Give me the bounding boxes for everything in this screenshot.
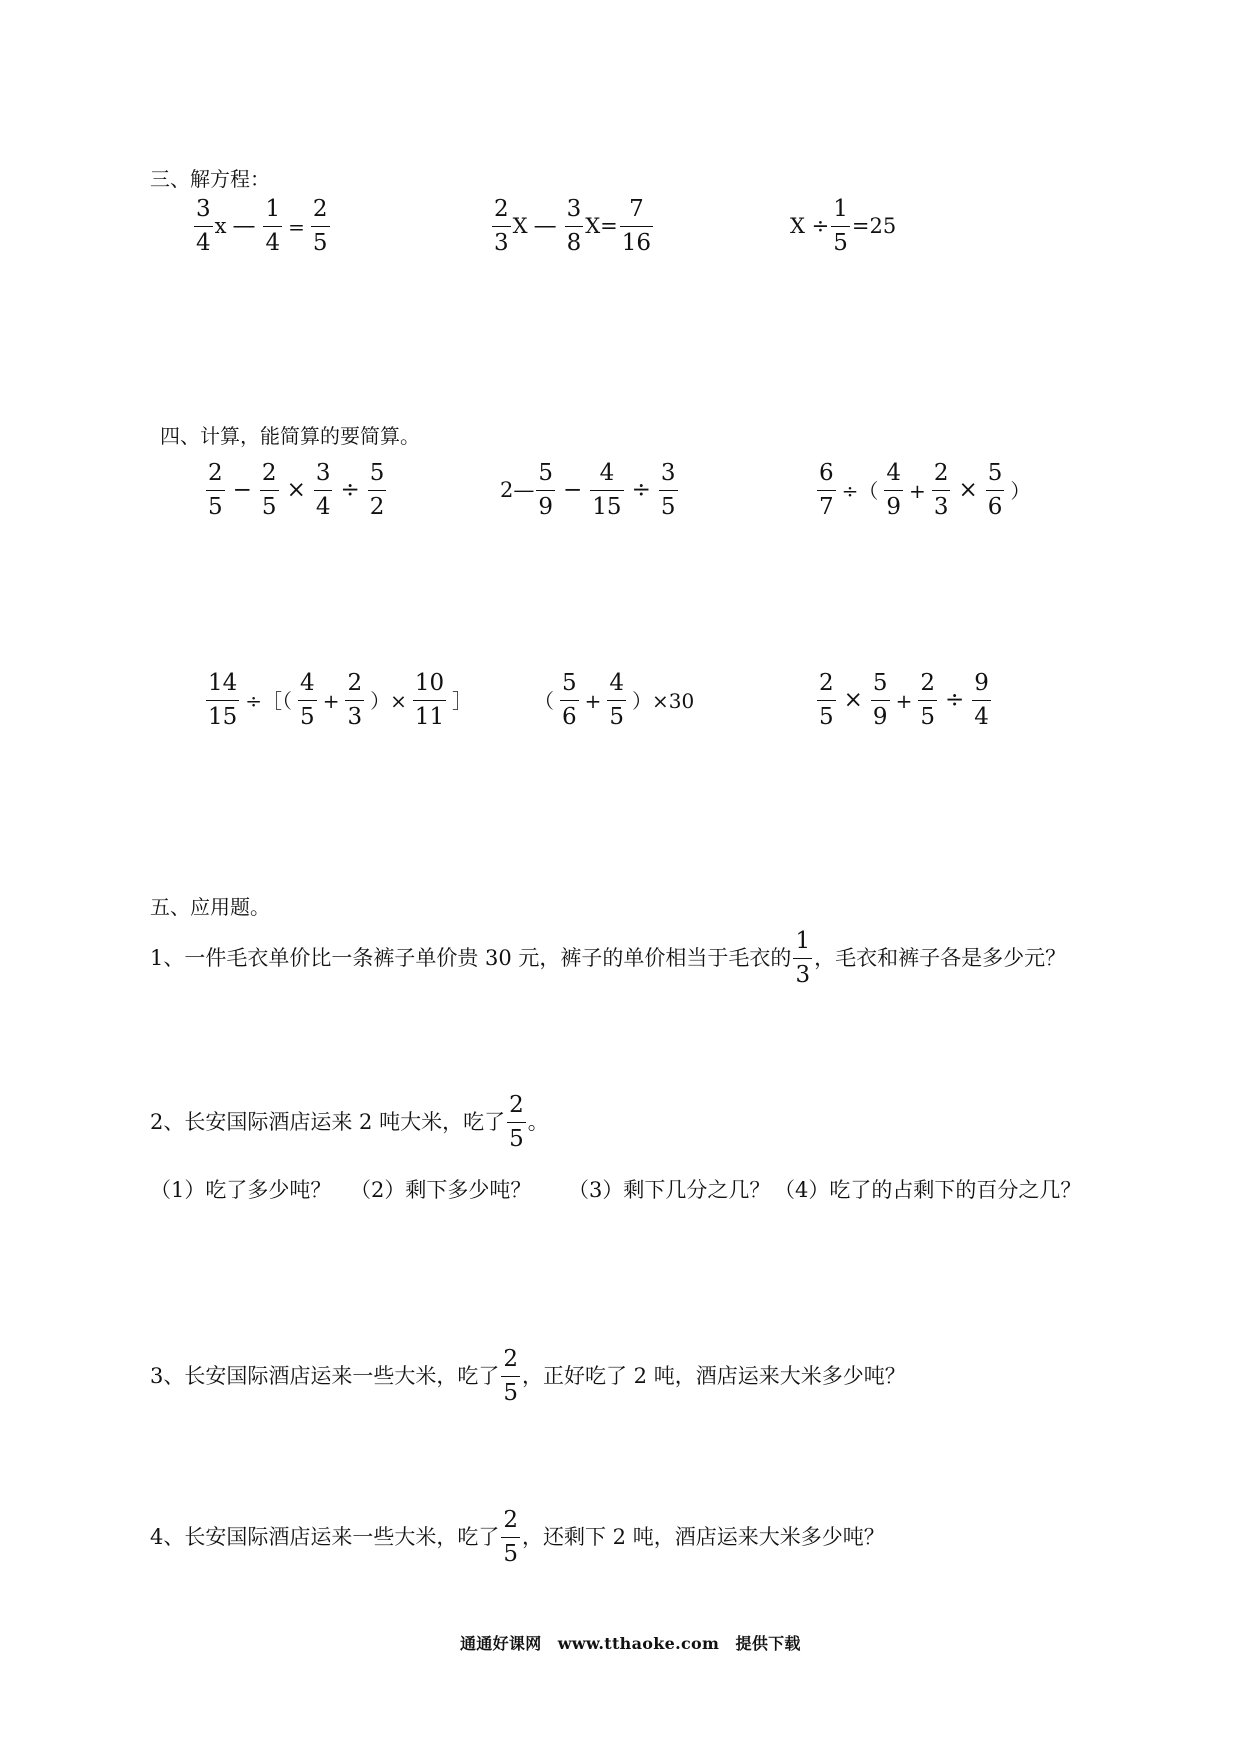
fraction: $\frac{2}{5}$	[312, 196, 328, 256]
section-5-title: 五、应用题。	[150, 895, 270, 919]
fraction: $\frac{2}{3}$	[933, 460, 949, 520]
fraction: $\frac{4}{15}$	[592, 460, 622, 520]
section-4-title: 四、计算，能简算的要简算。	[160, 424, 420, 448]
word-problem-1: 1、一件毛衣单价比一条裤子单价贵 30 元，裤子的单价相当于毛衣的 $\frac{1}{3}$ ，毛衣和裤子各是多少元？	[150, 928, 1067, 988]
fraction: $\frac{1}{4}$	[265, 196, 281, 256]
fraction: $\frac{2}{3}$	[494, 196, 509, 256]
word-problem-2: 2、长安国际酒店运来 2 吨大米，吃了 $\frac{2}{5}$ 。	[150, 1092, 549, 1152]
fraction: $\frac{5}{6}$	[562, 670, 577, 730]
fraction: $\frac{2}{5}$	[208, 460, 223, 520]
fraction: $\frac{2}{5}$	[503, 1507, 518, 1567]
fraction: $\frac{2}{5}$	[261, 460, 277, 520]
word-problem-2-sub-4: （4）吃了的占剩下的百分之几？	[774, 1178, 1082, 1202]
fraction: $\frac{1}{3}$	[795, 928, 811, 988]
equation-3: X ÷ $\frac{1}{5}$ =25	[790, 196, 897, 256]
fraction: $\frac{5}{9}$	[538, 460, 554, 520]
calc-problem-2: 2— $\frac{5}{9}$ − $\frac{4}{15}$ ÷ $\frac{3}{5}$	[500, 460, 676, 520]
fraction: $\frac{3}{4}$	[315, 460, 331, 520]
fraction: $\frac{2}{5}$	[509, 1092, 524, 1152]
fraction: $\frac{2}{5}$	[920, 670, 935, 730]
calc-problem-4: $\frac{14}{15}$ ÷［（ $\frac{4}{5}$ + $\frac{2}{3}$ ）× $\frac{10}{11}$ ］	[208, 670, 473, 730]
word-problem-2-sub-3: （3）剩下几分之几？	[568, 1178, 771, 1202]
section-3-title: 三、解方程：	[150, 167, 270, 191]
fraction: $\frac{10}{11}$	[414, 670, 445, 730]
fraction: $\frac{4}{5}$	[609, 670, 625, 730]
word-problem-4: 4、长安国际酒店运来一些大米，吃了 $\frac{2}{5}$ ，还剩下 2 吨，酒店运来大米多少吨？	[150, 1507, 885, 1567]
fraction: $\frac{5}{2}$	[369, 460, 385, 520]
fraction: $\frac{5}{6}$	[987, 460, 1003, 520]
word-problem-2-sub-2: （2）剩下多少吨？	[350, 1178, 532, 1202]
fraction: $\frac{2}{5}$	[503, 1346, 518, 1406]
fraction: $\frac{9}{4}$	[974, 670, 989, 730]
calc-problem-1: $\frac{2}{5}$ − $\frac{2}{5}$ × $\frac{3}{4}$ ÷ $\frac{5}{2}$	[208, 460, 385, 520]
calc-problem-5: （ $\frac{5}{6}$ + $\frac{4}{5}$ ）×30	[534, 670, 695, 730]
fraction: $\frac{3}{5}$	[660, 460, 676, 520]
fraction: $\frac{7}{16}$	[621, 196, 652, 256]
footer-credit: 通通好课网 www.tthaoke.com 提供下载	[460, 1634, 801, 1653]
fraction: $\frac{3}{8}$	[566, 196, 582, 256]
fraction: $\frac{1}{5}$	[833, 196, 848, 256]
fraction: $\frac{3}{4}$	[196, 196, 211, 256]
word-problem-3: 3、长安国际酒店运来一些大米，吃了 $\frac{2}{5}$ ，正好吃了 2 吨，酒店运来大米多少吨？	[150, 1346, 906, 1406]
fraction: $\frac{6}{7}$	[819, 460, 834, 520]
equation-2: $\frac{2}{3}$ X — $\frac{3}{8}$ X= $\frac{7}{16}$	[494, 196, 652, 256]
fraction: $\frac{14}{15}$	[208, 670, 238, 730]
fraction: $\frac{4}{9}$	[886, 460, 902, 520]
fraction: $\frac{5}{9}$	[872, 670, 888, 730]
fraction: $\frac{4}{5}$	[300, 670, 315, 730]
fraction: $\frac{2}{5}$	[819, 670, 834, 730]
calc-problem-6: $\frac{2}{5}$ × $\frac{5}{9}$ + $\frac{2}{5}$ ÷ $\frac{9}{4}$	[819, 670, 989, 730]
equation-1: $\frac{3}{4}$ x — $\frac{1}{4}$ = $\frac{2}{5}$	[196, 196, 328, 256]
calc-problem-3: $\frac{6}{7}$ ÷（ $\frac{4}{9}$ + $\frac{2}{3}$ × $\frac{5}{6}$ ）	[819, 460, 1031, 520]
word-problem-2-sub-1: （1）吃了多少吨？	[150, 1178, 332, 1202]
fraction: $\frac{2}{3}$	[347, 670, 363, 730]
